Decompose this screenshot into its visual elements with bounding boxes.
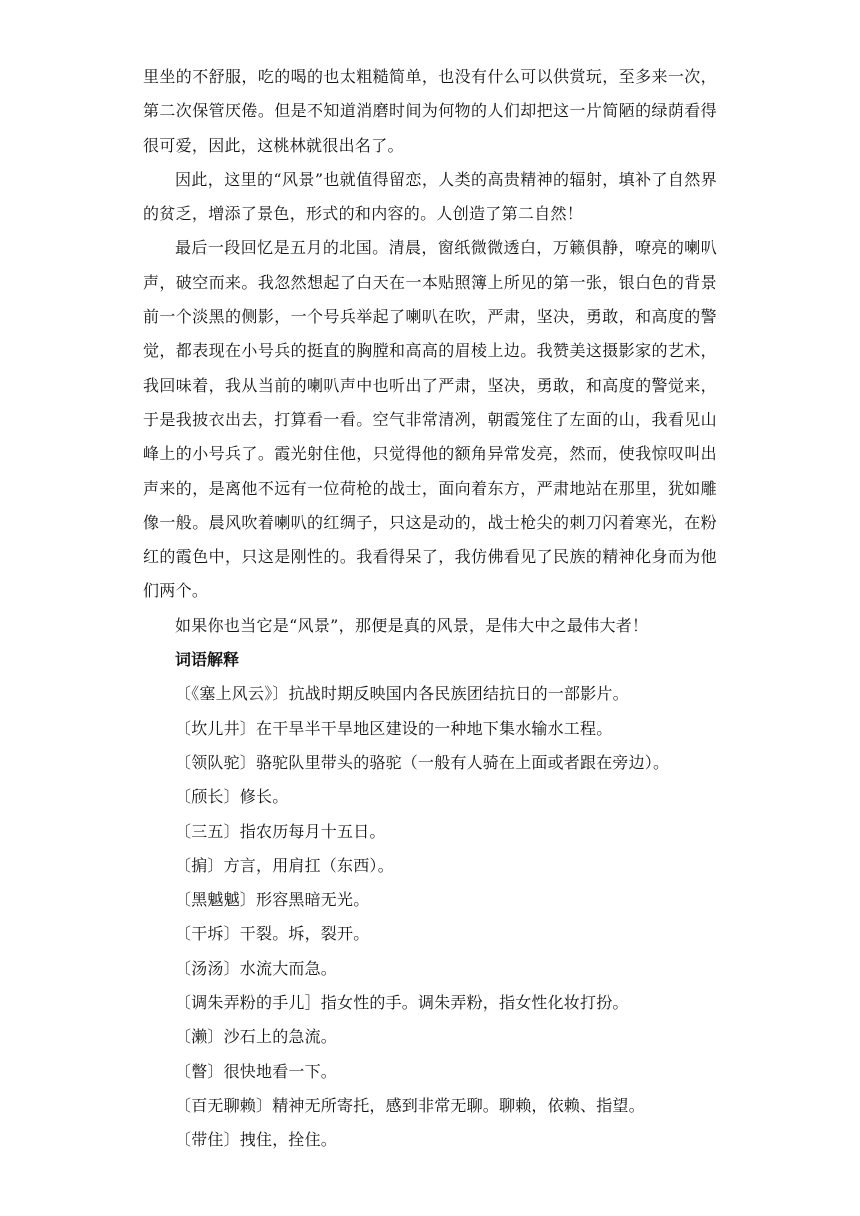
glossary-item: 〔掮〕方言，用肩扛（东西）。 bbox=[175, 855, 394, 875]
glossary-item: 〔三五〕指农历每月十五日。 bbox=[175, 821, 386, 841]
glossary-heading: 词语解释 bbox=[175, 650, 240, 670]
glossary-item: 〔汤汤〕水流大而急。 bbox=[175, 958, 338, 978]
glossary-item: 〔《塞上风云》〕抗战时期反映国内各民族团结抗日的一部影片。 bbox=[175, 684, 629, 704]
paragraph-conclusion: 如果你也当它是“风景”，那便是真的风景，是伟大中之最伟大者！ bbox=[175, 615, 649, 635]
glossary-item: 〔濑〕沙石上的急流。 bbox=[175, 1027, 338, 1047]
glossary-item: 〔带住〕拽住，拴住。 bbox=[175, 1130, 338, 1150]
glossary-item: 〔百无聊赖〕精神无所寄托，感到非常无聊。聊赖，依赖、指望。 bbox=[175, 1095, 645, 1115]
glossary-item: 〔瞥〕很快地看一下。 bbox=[175, 1061, 338, 1081]
glossary-item: 〔颀长〕修长。 bbox=[175, 787, 289, 807]
glossary-item: 〔调朱弄粉的手儿］指女性的手。调朱弄粉，指女性化妆打扮。 bbox=[175, 993, 629, 1013]
glossary-item: 〔黑魆魆〕形容黑暗无光。 bbox=[175, 890, 370, 910]
glossary-item: 〔干坼〕干裂。坼，裂开。 bbox=[175, 924, 370, 944]
paragraph-scenery-value: 因此，这里的“风景”也就值得留恋，人类的高贵精神的辐射，填补了自然界的贫乏，增添了景色，形式的和内容的。人创造了第二自然！ bbox=[143, 169, 717, 224]
page-body bbox=[143, 60, 717, 1158]
paragraph-northern-memory: 最后一段回忆是五月的北国。清晨，窗纸微微透白，万籁俱静，嘹亮的喇叭声，破空而来。我忽然想起了白天在一本贴照簿上所见的第一张，银白色的背景前一个淡黑的侧影，一个号兵举起了喇叭在吹，严肃，坚决，勇敢，和高度的警觉，都表现在小号兵的挺直的胸膛和高高的眉棱上边。我赞美这摄影家的艺术，我回味着，我从当前的喇叭声中也听出了严肃，坚决，勇敢，和高度的警觉来，于是我披衣出去，打算看一看。空气非常清冽，朝霞笼住了左面的山，我看见山峰上的小号兵了。霞光射住他，只觉得他的额角异常发亮，然而，使我惊叹叫出声来的，是离他不远有一位荷枪的战士，面向着东方，严肃地站在那里，犹如雕像一般。晨风吹着喇叭的红绸子，只这是动的，战士枪尖的刺刀闪着寒光，在粉红的霞色中，只这是刚性的。我看得呆了，我仿佛看见了民族的精神化身而为他们两个。 bbox=[143, 238, 717, 601]
glossary-item: 〔坎儿井〕在干旱半干旱地区建设的一种地下集水输水工程。 bbox=[175, 718, 613, 738]
glossary-item: 〔领队驼〕骆驼队里带头的骆驼（一般有人骑在上面或者跟在旁边）。 bbox=[175, 752, 670, 772]
paragraph-continued: 里坐的不舒服，吃的喝的也太粗糙简单，也没有什么可以供赏玩，至多来一次，第二次保管厌倦。但是不知道消磨时间为何物的人们却把这一片简陋的绿荫看得很可爱，因此，这桃林就很出名了。 bbox=[143, 67, 717, 155]
glossary-list bbox=[143, 677, 717, 1157]
